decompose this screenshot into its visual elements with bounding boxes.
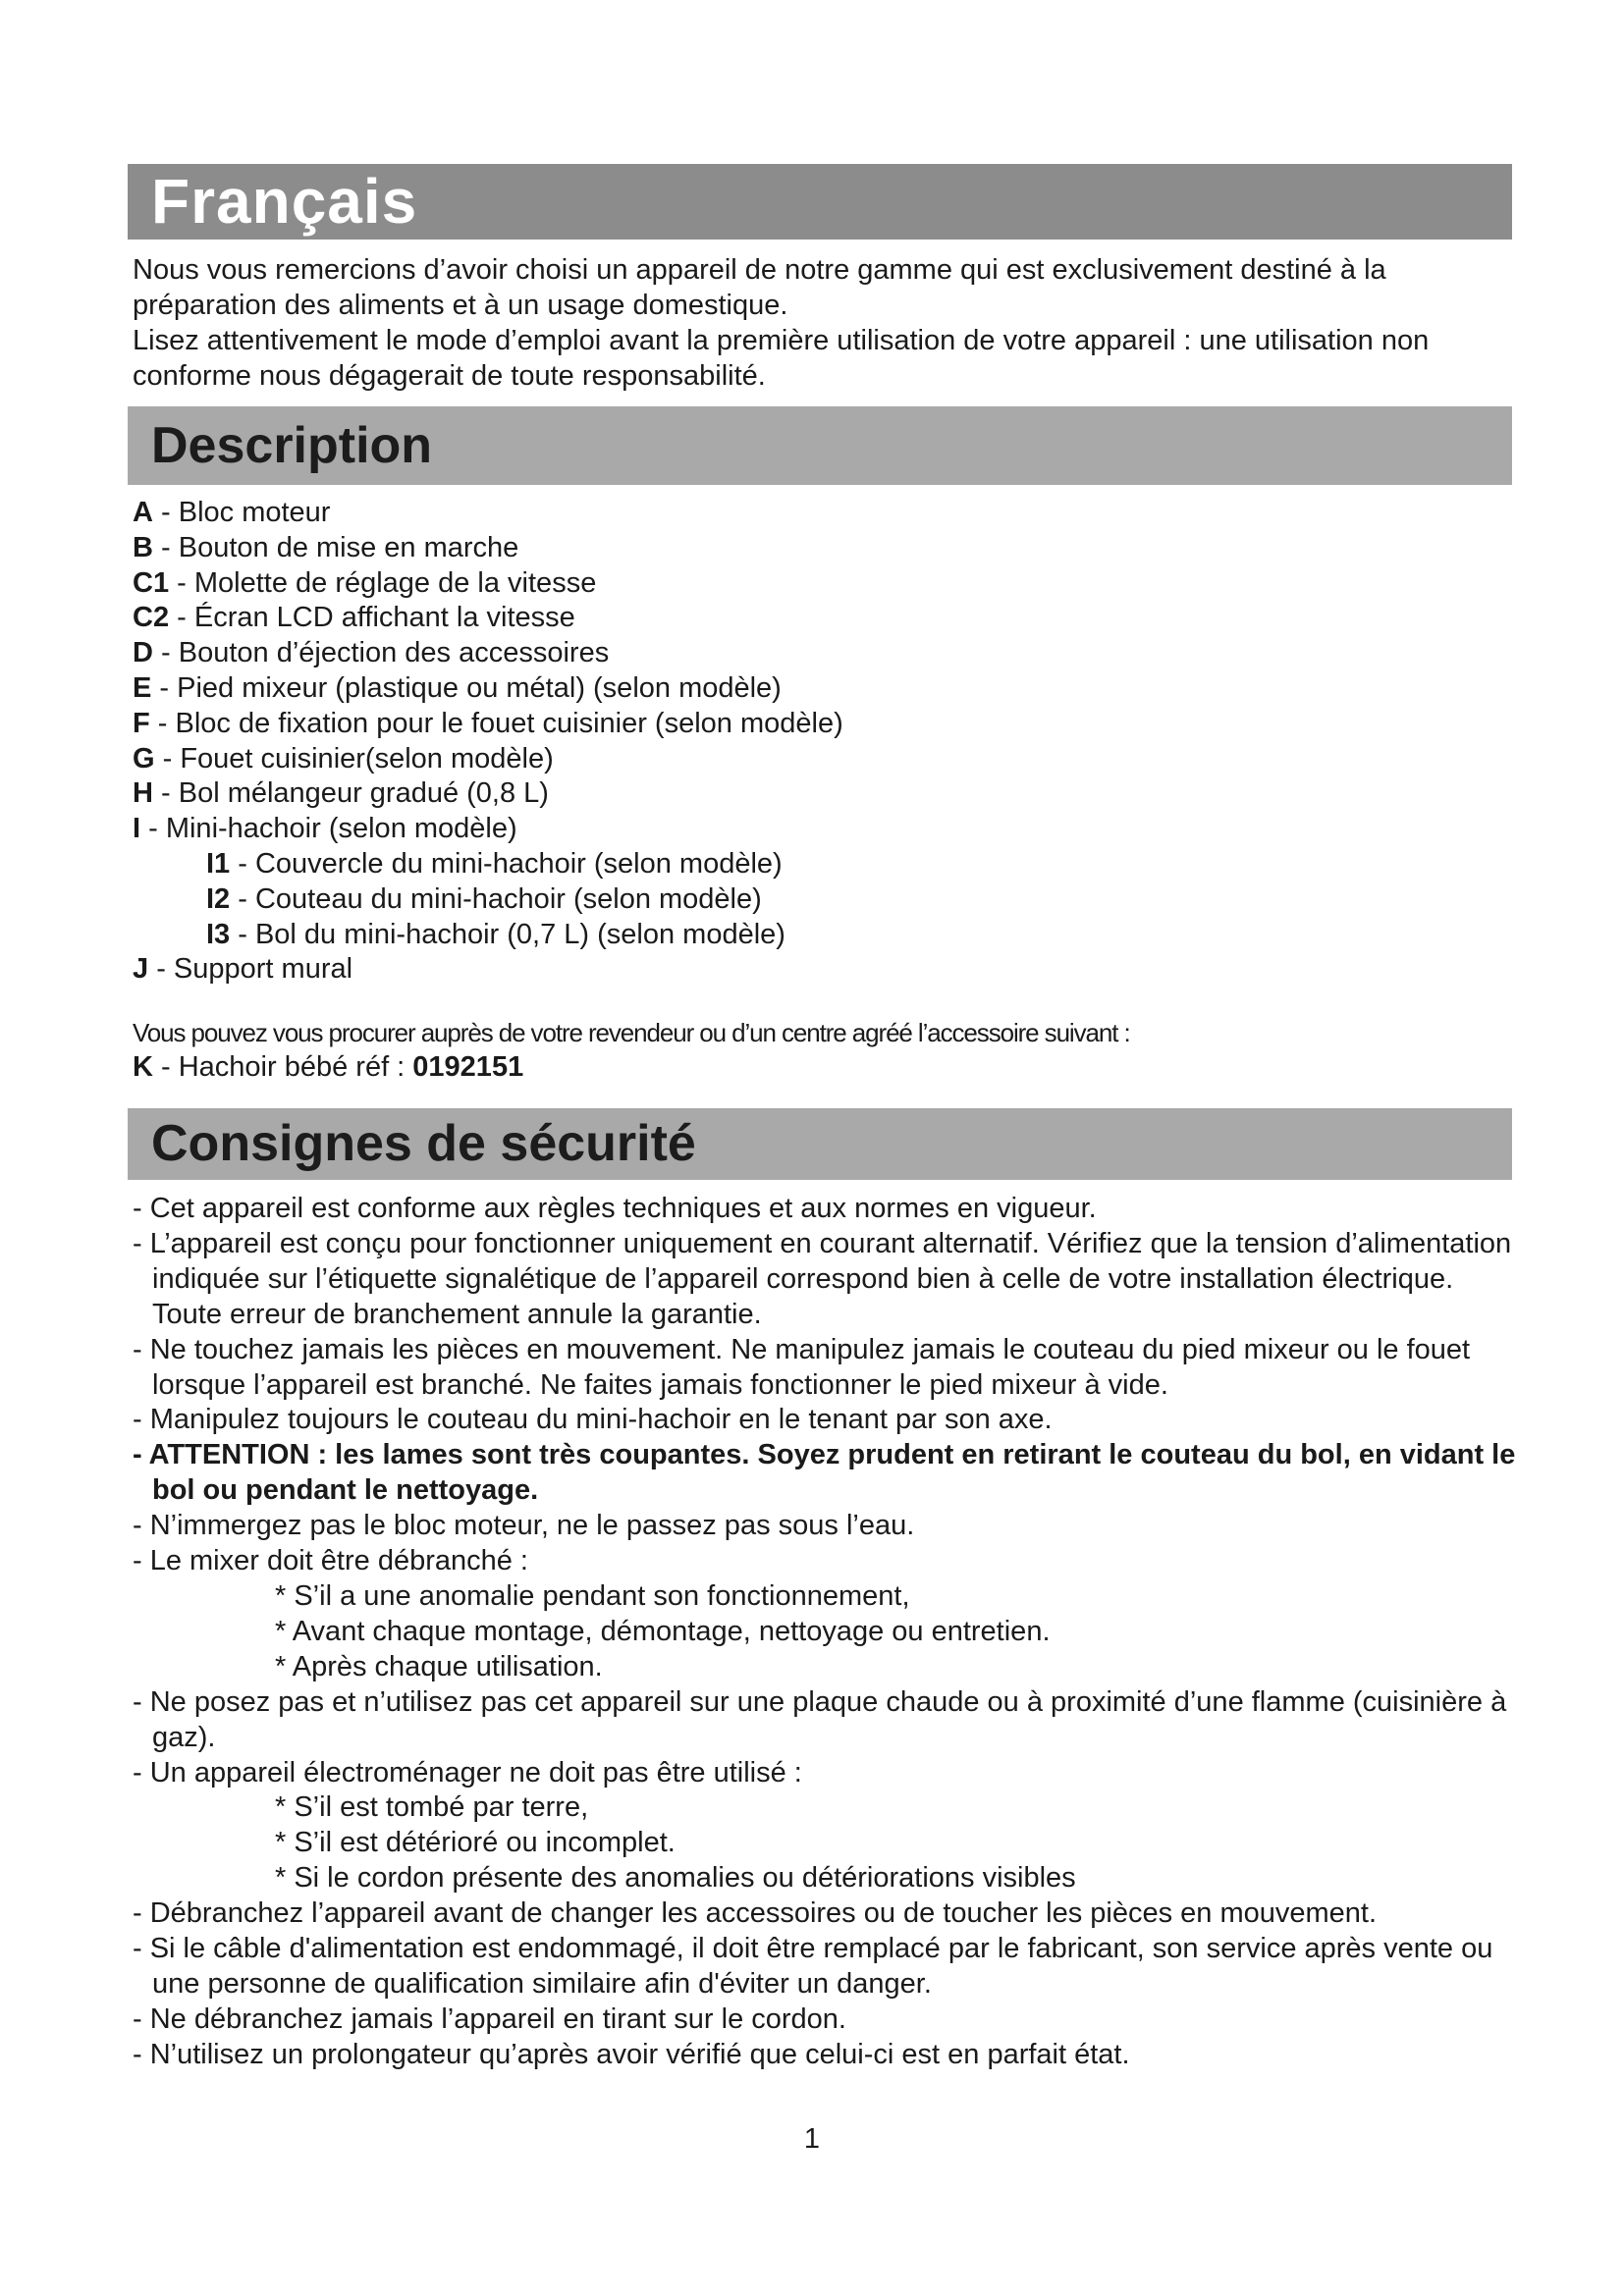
list-item	[133, 847, 1507, 882]
intro-paragraph-1: Nous vous remercions d’avoir choisi un appareil de notre gamme qui est exclusivement destiné à la préparation des aliments et à un usage domestique.	[133, 254, 1386, 321]
part-label: - Bol du mini-hachoir (0,7 L) (selon modèle)	[230, 918, 785, 950]
list-item	[133, 918, 1507, 953]
list-item	[133, 952, 1507, 988]
part-label: - Mini-hachoir (selon modèle)	[140, 813, 517, 845]
list-item: - N’utilisez un prolongateur qu’après avoir vérifié que celui-ci est en parfait état.	[133, 2038, 1130, 2070]
list-item	[133, 496, 1507, 531]
part-key: H	[133, 777, 153, 810]
list-item	[133, 812, 1507, 847]
intro-text	[133, 252, 1527, 394]
part-key: I3	[206, 918, 231, 950]
part-key: F	[133, 707, 150, 739]
list-item: - Le mixer doit être débranché :	[133, 1545, 528, 1577]
list-item	[133, 707, 1507, 742]
sub-item: * Si le cordon présente des anomalies ou détériorations visibles	[275, 1862, 1076, 1895]
description-title: Description	[151, 417, 433, 474]
list-item	[133, 671, 1507, 707]
warning-item: - ATTENTION : les lames sont très coupantes. Soyez prudent en retirant le couteau du bol, en vidant le bol ou pendant le nettoyage.	[133, 1439, 1516, 1507]
sub-item: * S’il est détérioré ou incomplet.	[275, 1827, 676, 1859]
part-key: D	[133, 637, 153, 669]
list-item: - Un appareil électroménager ne doit pas être utilisé :	[133, 1756, 802, 1789]
part-key: G	[133, 742, 155, 774]
accessory-note: Vous pouvez vous procurer auprès de votre revendeur ou d’un centre agréé l’accessoire suivant :	[133, 1018, 1130, 1047]
language-title: Français	[151, 166, 418, 237]
part-label: - Molette de réglage de la vitesse	[169, 566, 597, 599]
part-key: C1	[133, 566, 170, 599]
part-key: J	[133, 953, 149, 986]
part-label: - Bloc de fixation pour le fouet cuisinier (selon modèle)	[149, 707, 843, 739]
part-key: E	[133, 671, 152, 704]
part-label: - Pied mixeur (plastique ou métal) (selon modèle)	[151, 671, 782, 704]
part-label: - Bouton d’éjection des accessoires	[152, 637, 610, 669]
list-item	[133, 882, 1507, 918]
part-key: I	[133, 813, 141, 845]
list-item	[133, 742, 1507, 777]
list-item	[133, 636, 1507, 671]
list-item	[133, 776, 1507, 812]
accessory-label: - Hachoir bébé réf :	[152, 1051, 413, 1083]
part-label: - Bouton de mise en marche	[152, 531, 519, 563]
list-item: - Cet appareil est conforme aux règles techniques et aux normes en vigueur.	[133, 1193, 1097, 1224]
part-label: - Écran LCD affichant la vitesse	[169, 602, 575, 634]
language-header	[128, 164, 1512, 240]
list-item: - Si le câble d'alimentation est endommagé, il doit être remplacé par le fabricant, son service après vente ou une personne de qualification similaire afin d'éviter un danger.	[133, 1933, 1493, 2000]
part-label: - Couvercle du mini-hachoir (selon modèle)	[230, 847, 783, 880]
part-key: C2	[133, 602, 170, 634]
sub-item: * S’il a une anomalie pendant son fonctionnement,	[275, 1579, 910, 1612]
part-label: - Bloc moteur	[152, 497, 331, 528]
part-label: - Support mural	[148, 953, 353, 986]
page-number: 1	[803, 2123, 821, 2155]
part-label: - Bol mélangeur gradué (0,8 L)	[152, 777, 549, 810]
description-header	[128, 406, 1512, 485]
part-label: - Fouet cuisinier(selon modèle)	[154, 742, 554, 774]
part-key: B	[133, 531, 153, 563]
sub-item: * Avant chaque montage, démontage, nettoyage ou entretien.	[275, 1615, 1051, 1647]
part-key: I2	[206, 882, 231, 915]
list-item: - Débranchez l’appareil avant de changer les accessoires ou de toucher les pièces en mouvement.	[133, 1897, 1378, 1930]
parts-list	[133, 496, 1507, 988]
accessory-key: K	[133, 1051, 153, 1083]
list-item: - Ne posez pas et n’utilisez pas cet appareil sur une plaque chaude ou à proximité d’une flamme (cuisinière à gaz).	[133, 1685, 1507, 1753]
list-item	[133, 601, 1507, 636]
sub-item: * S’il est tombé par terre,	[275, 1791, 589, 1824]
list-item: - L’appareil est conçu pour fonctionner uniquement en courant alternatif. Vérifiez que la tension d’alimentation indiquée sur l’étiquette signalétique de l’appareil correspond bien à celle de votre installation électrique. Toute erreur de branchement annule la garantie.	[133, 1227, 1512, 1330]
sub-item: * Après chaque utilisation.	[275, 1650, 603, 1682]
intro-paragraph-2: Lisez attentivement le mode d’emploi avant la première utilisation de votre appareil : une utilisation non conforme nous dégagerait de toute responsabilité.	[133, 325, 1430, 392]
safety-header	[128, 1108, 1512, 1180]
part-key: A	[133, 497, 153, 528]
list-item: - Manipulez toujours le couteau du mini-hachoir en le tenant par son axe.	[133, 1404, 1053, 1436]
list-item	[133, 531, 1507, 566]
accessory-reference: 0192151	[412, 1051, 524, 1083]
list-item	[133, 566, 1507, 602]
list-item: - Ne touchez jamais les pièces en mouvement. Ne manipulez jamais le couteau du pied mixeur ou le fouet lorsque l’appareil est branché. Ne faites jamais fonctionner le pied mixeur à vide.	[133, 1333, 1471, 1401]
list-item: - Ne débranchez jamais l’appareil en tirant sur le cordon.	[133, 2002, 846, 2035]
part-label: - Couteau du mini-hachoir (selon modèle)	[230, 882, 762, 915]
list-item: - N’immergez pas le bloc moteur, ne le passez pas sous l’eau.	[133, 1510, 915, 1542]
part-key: I1	[206, 847, 231, 880]
safety-list	[133, 1192, 1527, 2073]
accessory-line	[133, 1050, 1527, 1085]
safety-title: Consignes de sécurité	[151, 1115, 696, 1172]
